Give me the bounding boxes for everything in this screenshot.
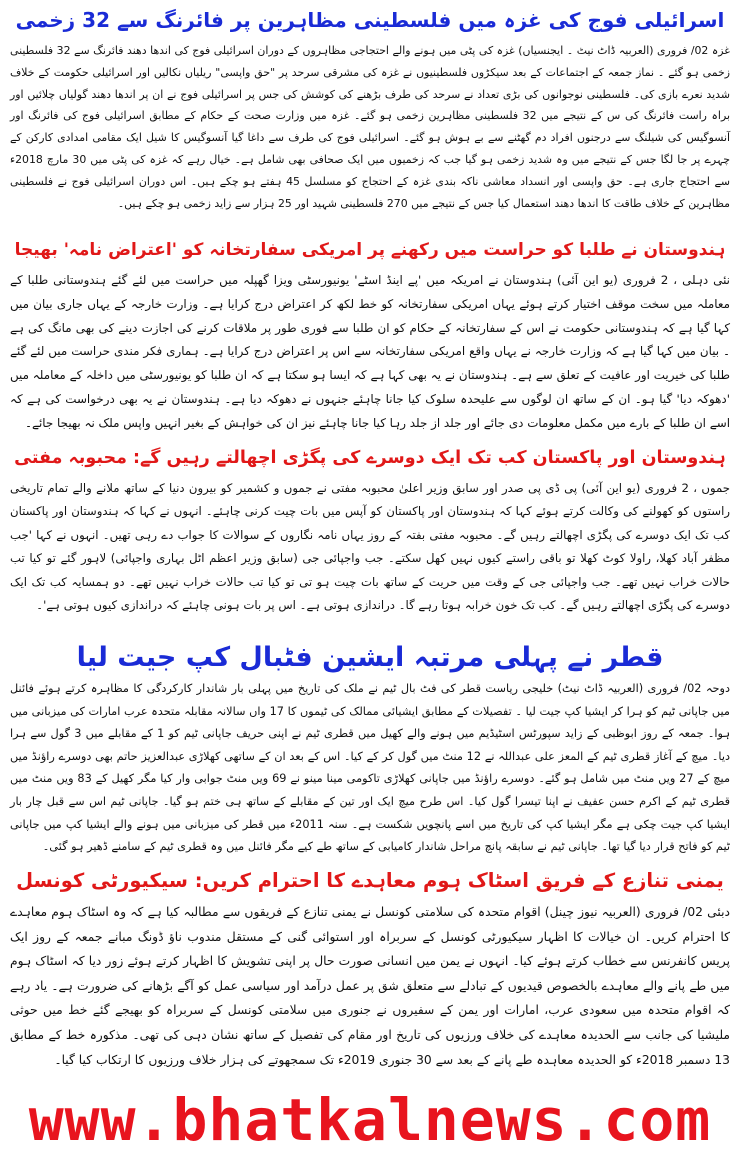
article-headline: یمنی تنازع کے فریق اسٹاک ہوم معاہدے کا احترام کریں: سیکیورٹی کونسل	[16, 869, 724, 892]
site-url[interactable]: www.bhatkalnews.com	[28, 1086, 712, 1154]
article-qatar-asian-cup	[10, 640, 730, 859]
article-headline: قطر نے پہلی مرتبہ ایشین فٹبال کپ جیت لیا	[76, 642, 664, 673]
article-body: دوحہ 02/ فروری (العربیہ ڈاٹ نیٹ) خلیجی ریاست قطر کی فٹ بال ٹیم نے ملک کی تاریخ میں پہلی بار شاندار کارکردگی کا مظاہرہ کرتے ہوئے فائنل میں جاپانی ٹیم کو ہرا کر ایشیا کپ جیت لیا ۔ تفصیلات کے مطابق ایشیائی ممالک کی ٹیموں کا 17 واں سالانہ مقابلہ متحدہ عرب امارات کی میزبانی میں ہوا۔ جمعہ کے روز ابوظبی کے زاید سپورٹس اسٹیڈیم میں ہونے والے کھیل میں قطری ٹیم نے اپنی حریف جاپانی ٹیم کو 1 کے مقابلے میں 3 گول سے ہرا دیا۔ میچ کے آغاز قطری ٹیم کے المعز علی عبداللہ نے 12 منٹ میں گول کر کے کیا۔ اس کے بعد ان کے ساتھی کھلاڑی عبدالعزیز حاتم بھی دوسرے راؤنڈ میں میچ کے 27 ویں منٹ میں شامل ہو گئے۔ دوسرے راؤنڈ میں جاپانی کھلاڑی تاکومی مینا مینو نے 69 ویں منٹ جوابی وار کیا مگر کھیل کے 83 ویں منٹ میں قطری ٹیم کے اکرم حسن عفیف نے اپنا تیسرا گول کیا۔ اس طرح میچ ایک اور تین کے مقابلے کے ساتھ ہی ختم ہو گیا۔ جاپانی ٹیم اس سے قبل چار بار ایشیا کپ جیت چکی ہے مگر ایشیا کپ کی تاریخ میں اسے پانچویں شکست ہے۔ سنہ 2011ء میں قطر کی میزبانی میں ہونے والے ایشیا کپ میں جاپانی ٹیم کو فاتح قرار دیا گیا تھا۔ جاپانی ٹیم نے سابقہ پانچ مراحل شاندار کامیابی کے ساتھ طے کیے مگر فائنل میں وہ قطری ٹیم کے سامنے ڈھیر ہو گئی۔	[10, 682, 731, 854]
article-body: غزہ 02/ فروری (العربیہ ڈاٹ نیٹ ۔ ایجنسیاں) غزہ کی پٹی میں ہونے والے احتجاجی مظاہروں کے دوران اسرائیلی فوج کی اندھا دھند فائرنگ سے 32 فلسطینی زخمی ہو گئے ۔ نماز جمعہ کے اجتماعات کے بعد سیکڑوں فلسطینیوں نے غزہ کی مشرقی سرحد پر "حق واپسی" ریلیاں نکالیں اور اسرائیلی حکومت کے خلاف شدید نعرے بازی کی۔ فلسطینی نوجوانوں کی بڑی تعداد نے سرحد کی طرف بڑھنے کی کوشش کی جس پر اسرائیلی فوج نے ان پر اندھا دھند گولیاں چلائیں اور براہ راست فائرنگ کی س کے نتیجے میں 32 فلسطینی مظاہرین زخمی ہو گئے۔ غزہ میں وزارت صحت کے حکام کے مطابق اسرائیلی فوج کی فائرنگ اور آنسوگیس کی شیلنگ سے درجنوں افراد دم گھٹنے سے بے ہوش ہو گئے۔ اسرائیلی فوج کی طرف سے داغا گیا آنسوگیس کا شیل ایک مقامی امدادی کارکن کے چہرے پر جا لگا جس کے نتیجے میں وہ شدید زخمی ہو گیا جب کہ زخمیوں میں ایک صحافی بھی شامل ہے۔ خیال رہے کہ غزہ کی پٹی میں 30 مارچ 2018ء سے احتجاج جاری ہے۔ حق واپسی اور انسداد معاشی ناکہ بندی غزہ کے احتجاج کو مسلسل 45 ہفتے ہو چکے ہیں۔ اس دوران اسرائیلی فوج نے فلسطینی مظاہرین کے خلاف طاقت کا اندھا دھند استعمال کیا جس کے نتیجے میں 270 فلسطینی شہید اور 25 ہزار سے زاید زخمی ہو چکے ہیں۔	[10, 44, 731, 210]
article-mehbooba-mufti	[10, 441, 730, 617]
site-footer	[0, 1080, 740, 1161]
article-gaza-firing	[10, 2, 730, 214]
article-body: دبئی 02/ فروری (العربیہ نیوز چینل) اقوام متحدہ کی سلامتی کونسل نے یمنی تنازع کے فریقوں سے مطالبہ کیا ہے کہ وہ اسٹاک ہوم معاہدے کا احترام کریں۔ ان خیالات کا اظہار سیکیورٹی کونسل کے سربراہ اور استوائی گنی کے مستقل مندوب ناؤ ڈونگ مبانے جمعہ کے روز ایک پریس کانفرنس سے خطاب کرتے ہوئے کیا۔ انہوں نے یمن میں انسانی صورت حال پر اپنی تشویش کا اظہار کرتے ہوئے زور دیا کہ اسٹاک ہوم میں طے پانے والے معاہدے بالخصوص قیدیوں کے تبادلے سے متعلق شق پر عمل درآمد اور سیاسی عمل کو آگے بڑھانے کی ضرورت ہے۔ یاد رہے کہ اقوام متحدہ میں سعودی عرب، امارات اور یمن کے سفیروں نے جنوری میں سلامتی کونسل کے سربراہ کو بھیجے گئے خط میں حوثی ملیشیا کی جانب سے الحدیدہ معاہدے کی خلاف ورزیوں کی تاریخ اور مقام کی تفصیل کے ساتھ نشان دہی کی تھی۔ مذکورہ خط کے مطابق 13 دسمبر 2018ء کو الحدیدہ معاہدہ طے پانے کے بعد سے 30 جنوری 2019ء تک سمجھوتے کی ہزار خلاف ورزیوں کا ارتکاب کیا گیا۔	[10, 905, 730, 1067]
article-headline: ہندوستان اور پاکستان کب تک ایک دوسرے کی پگڑی اچھالتے رہیں گے: محبوبہ مفتی	[14, 448, 726, 468]
article-body: نئی دہلی ، 2 فروری (یو این آئی) ہندوستان نے امریکہ میں 'پے اینڈ اسٹے' یونیورسٹی ویزا گھپلہ میں حراست میں لئے گئے ہندوستانی طلبا کے معاملہ میں سخت موقف اختیار کرتے ہوئے یہاں امریکی سفارتخانہ کو خط لکھ کر اعتراض درج کرایا ہے۔ وزارت خارجہ کے یہاں جاری بیان میں کہا گیا ہے کہ ہندوستانی حکومت نے اس کے سفارتخانہ کے حکام کو ان طلبا سے فوری طور پر ملاقات کرنے کی اجازت دینے کی بھی مانگ کی ہے ۔ بیان میں کہا گیا ہے کہ وزارت خارجہ نے یہاں واقع امریکی سفارتخانہ سے اس پر اعتراض درج کرایا ہے۔ ہماری فکر مندی حراست میں لئے گئے طلبا کی خیریت اور عافیت کے تعلق سے ہے۔ ہندوستان نے یہ بھی کہا ہے کہ ایسا ہو سکتا ہے کہ ان طلبا کو یونیورسٹی میں داخلہ کے معاملہ میں 'دھوکہ دیا' گیا ہو۔ ان کے ساتھ ان لوگوں سے علیحدہ سلوک کیا جانا چاہئے جنہوں نے دھوکہ دیا ہے۔ ہندوستان نے یہ بھی درخواست کی ہے کہ اسے ان طلبا کے بارے میں مکمل معلومات دی جائے اور جلد از جلد رہا کیا جانا چاہئے نیز ان کی خواہش کے بغیر انہیں واپس ملک نہ بھیجا جائے۔	[10, 273, 730, 430]
article-yemen-security-council	[10, 864, 730, 1072]
article-headline: اسرائیلی فوج کی غزہ میں فلسطینی مظاہرین پر فائرنگ سے 32 زخمی	[15, 8, 725, 32]
article-headline: ہندوستان نے طلبا کو حراست میں رکھنے پر امریکی سفارتخانہ کو 'اعتراض نامہ' بھیجا	[14, 240, 726, 260]
article-body: جموں ، 2 فروری (یو این آئی) پی ڈی پی صدر اور سابق وزیر اعلیٰ محبوبہ مفتی نے جموں و کشمیر کو بیرون دنیا کے ساتھ ملانے والے تمام تاریخی راستوں کو کھولنے کی وکالت کرتے ہوئے کہا کہ ہندوستان اور پاکستان کو آپس میں بات چیت کرنی چاہئے۔ انہوں نے کہا کہ ہندوستان اور پاکستان کب تک ایک دوسرے کی پگڑی اچھالتے رہیں گے۔ محبوبہ مفتی بفتہ کے روز یہاں نامہ نگاروں کے سوالات کا جواب دے رہی تھیں۔ انہوں نے کہا 'جب مظفر آباد کھلا، راولا کوٹ کھلا تو باقی راستے کیوں نہیں کھل سکتے۔ جب واجپائی جی (سابق وزیر اعظم اٹل بہاری واجپائی) لاہور گئے تو کیا تب حالات خراب نہیں تھے۔ جب واجپائی جی کے وقت میں حریت کے ساتھ بات چیت ہو تی تو کیا تب حالات خراب نہیں تھے۔ دو ہمسایہ کب تک ایک دوسرے کی پگڑی اچھالتے رہیں گے۔ کب تک خون خرابہ ہوتا رہے گا۔ دراندازی ہوتی ہے۔ اس پر بات ہونی چاہئے کہ دراندازی کیوں ہوتی ہے'۔	[10, 481, 730, 613]
article-india-students	[10, 233, 730, 436]
